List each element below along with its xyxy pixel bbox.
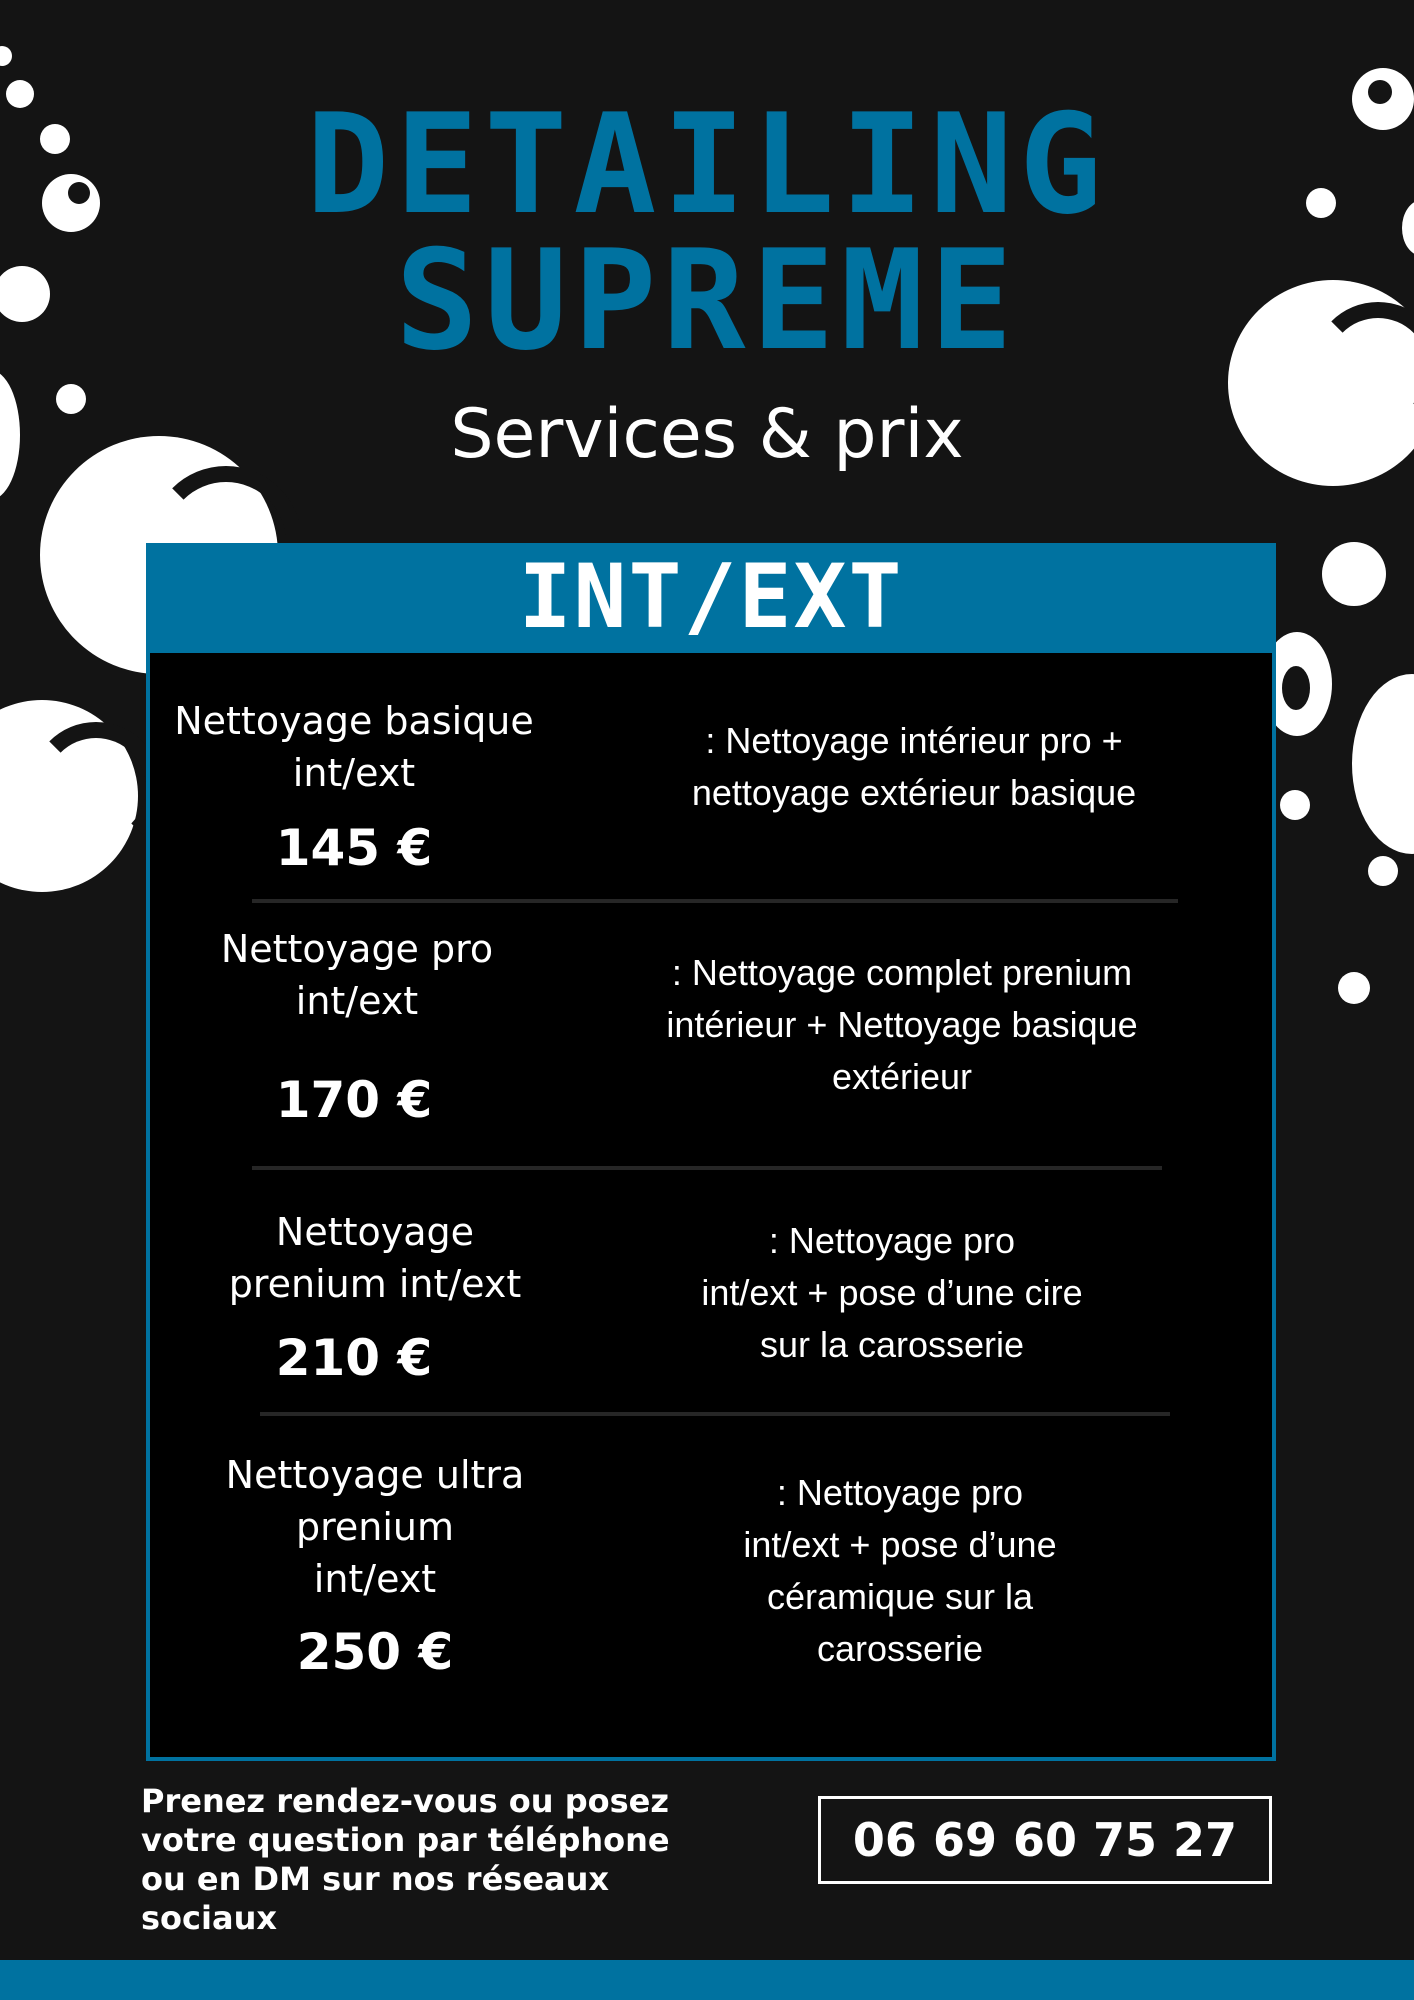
services-card — [146, 543, 1276, 1761]
service-name: Nettoyage basique int/ext — [174, 699, 534, 795]
page-subtitle: Services & prix — [450, 395, 964, 474]
service-name: Nettoyage pro int/ext — [220, 927, 494, 1023]
footer-bar — [0, 1960, 1414, 2000]
service-name: Nettoyage prenium int/ext — [228, 1210, 522, 1306]
service-price: 170 € — [275, 1071, 433, 1129]
service-description: : Nettoyage complet prenium intérieur + Nettoyage basique extérieur — [666, 952, 1138, 1097]
contact-cta: Prenez rendez-vous ou posez votre question par téléphone ou en DM sur nos réseaux sociaux — [141, 1782, 670, 1937]
service-description: : Nettoyage intérieur pro + nettoyage extérieur basique — [691, 720, 1137, 813]
service-name: Nettoyage ultra prenium int/ext — [225, 1453, 525, 1601]
service-price: 210 € — [275, 1329, 433, 1387]
service-description: : Nettoyage pro int/ext + pose d’une céramique sur la carosserie — [743, 1472, 1057, 1669]
services-list — [146, 653, 1276, 1761]
brand-title-line1: DETAILING — [306, 84, 1108, 245]
service-divider — [252, 899, 1178, 903]
card-header: INT/EXT — [146, 543, 1276, 653]
service-divider — [252, 1166, 1162, 1170]
brand-title-line2: SUPREME — [395, 220, 1019, 381]
service-divider — [260, 1412, 1170, 1416]
phone-number[interactable]: 06 69 60 75 27 — [818, 1796, 1272, 1884]
service-description: : Nettoyage pro int/ext + pose d’une cire sur la carosserie — [701, 1220, 1083, 1365]
service-price: 250 € — [296, 1623, 454, 1681]
service-price: 145 € — [275, 819, 433, 877]
